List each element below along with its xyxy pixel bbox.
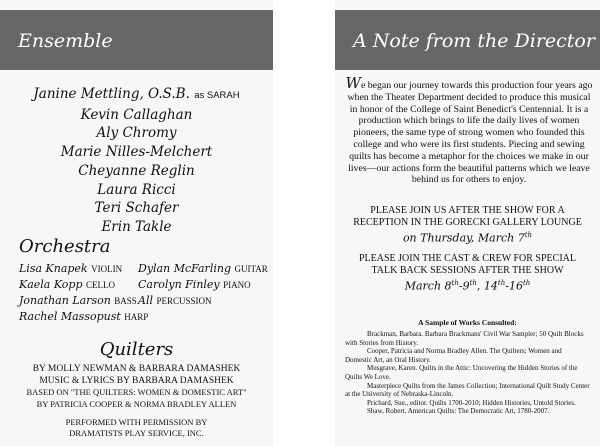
reception-date-sup: th: [524, 231, 533, 239]
ensemble-header: [0, 10, 273, 70]
announce-line: PLEASE JOIN THE CAST & CREW FOR SPECIAL: [359, 253, 576, 264]
works-entry: Masterpiece Quilts from the James Collection; International Quilt Study Center at the University of Nebraska-Lincoln.: [345, 381, 590, 399]
date-sup: th: [522, 279, 531, 287]
director-panel: [335, 0, 600, 446]
orchestra-member: [138, 278, 251, 291]
orchestra-member: [19, 294, 137, 307]
musician-name: Carolyn Finley: [138, 278, 220, 291]
orchestra-member: [138, 262, 268, 275]
show-credits: [0, 364, 273, 410]
page-gutter: [273, 0, 335, 446]
date-part: March 8: [404, 279, 452, 293]
cast-member: Marie Nilles-Melchert: [60, 144, 213, 161]
cast-member: Erin Takle: [101, 218, 172, 235]
cast-member: Cheyanne Reglin: [78, 162, 195, 179]
talkback-announcement: [335, 253, 600, 293]
cast-member: [0, 85, 273, 106]
cast-member: Laura Ricci: [97, 181, 176, 198]
permission-line: PERFORMED WITH PERMISSION BY: [65, 417, 208, 427]
works-entry: Prichard, Sue., editor. Quilts 1700-2010; Hidden Histories, Untold Stories.: [367, 398, 576, 407]
orchestra-member: [19, 310, 148, 323]
musician-name: Jonathan Larson: [19, 294, 111, 307]
cast-role: as SARAH: [194, 90, 240, 101]
works-entry: Shaw, Robert. American Quilts: The Democratic Art, 1780-2007.: [367, 407, 550, 416]
reception-announcement: [335, 205, 600, 245]
director-title: A Note from the Director: [353, 30, 595, 52]
show-title: Quilters: [99, 339, 174, 360]
date-sup: th: [451, 279, 459, 287]
musician-name: Rachel Massopust: [19, 310, 121, 323]
date-part: , 14: [476, 279, 498, 293]
cast-list: [0, 85, 273, 237]
announce-line: PLEASE JOIN US AFTER THE SHOW FOR A: [370, 205, 565, 216]
orchestra-member: [19, 262, 122, 275]
ensemble-title: Ensemble: [18, 30, 113, 52]
announce-line: RECEPTION IN THE GORECKI GALLERY LOUNGE: [353, 217, 582, 228]
musician-instrument: PERCUSSION: [156, 296, 212, 306]
musician-instrument: VIOLIN: [91, 264, 123, 274]
cast-member: Teri Schafer: [94, 200, 179, 217]
musician-instrument: CELLO: [86, 280, 115, 290]
works-entry: Cooper, Patricia and Norma Bradley Allen. The Quilters; Women and Domestic Art, an Oral History.: [345, 347, 562, 364]
director-header: [335, 10, 600, 70]
permission-credit: [0, 417, 273, 438]
musician-instrument: PIANO: [223, 280, 251, 290]
musician-instrument: BASS: [114, 296, 137, 306]
cast-member: Kevin Callaghan: [80, 106, 193, 123]
director-note-text: e began our journey towards this production four years ago when the Theater Department decided to produce this musical in honor of the College of Saint Benedict's Centennial. It is a production which brings to life the daily lives of women pioneers, the same type of strong women who founded this college and who were its first students. Piecing and sewing quilts has become a metaphor for the choices we make in our lives—our actions form the beautiful patterns which we leave behind us for others to enjoy.: [347, 80, 593, 186]
permission-line: DRAMATISTS PLAY SERVICE, INC.: [69, 427, 204, 438]
date-part: -16: [505, 279, 523, 293]
announce-line: TALK BACK SESSIONS AFTER THE SHOW: [371, 265, 564, 276]
reception-date: [335, 229, 600, 245]
orchestra-member: [138, 294, 212, 307]
credit-line: MUSIC & LYRICS BY BARBARA DAMASHEK: [39, 375, 234, 386]
cast-member: Aly Chromy: [96, 125, 177, 142]
musician-name: Kaela Kopp: [19, 278, 83, 291]
reception-date-text: on Thursday, March 7: [402, 231, 525, 245]
ensemble-panel: [0, 0, 273, 446]
date-part: -9: [458, 279, 470, 293]
musician-instrument: GUITAR: [234, 264, 268, 274]
musician-name: Dylan McFarling: [138, 262, 231, 275]
cast-name: Janine Mettling, O.S.B.: [33, 86, 190, 102]
musician-instrument: HARP: [124, 312, 149, 322]
orchestra-title: Orchestra: [19, 236, 111, 257]
date-sup: th: [469, 279, 477, 287]
works-title: A Sample of Works Consulted:: [418, 318, 517, 327]
drop-cap: W: [345, 74, 361, 92]
works-list: [345, 330, 590, 416]
musician-name: All: [138, 294, 153, 307]
orchestra-member: [19, 278, 115, 291]
talkback-dates: [335, 277, 600, 293]
works-entry: Brackman, Barbara. Barbara Brackmans' Civil War Sampler; 50 Quilt Blocks with Stories from History.: [345, 330, 584, 347]
credit-line: BY PATRICIA COOPER & NORMA BRADLEY ALLEN: [36, 398, 237, 409]
musician-name: Lisa Knapek: [19, 262, 88, 275]
date-sup: th: [497, 279, 506, 287]
credit-line: BY MOLLY NEWMAN & BARBARA DAMASHEK: [32, 364, 241, 374]
works-entry: Musgrave, Karen. Quilts in the Attic: Uncovering the Hidden Stories of the Quilts We Love.: [345, 364, 578, 381]
credit-line: BASED ON "THE QUILTERS: WOMEN & DOMESTIC ART": [26, 387, 247, 397]
director-note: [345, 74, 593, 186]
